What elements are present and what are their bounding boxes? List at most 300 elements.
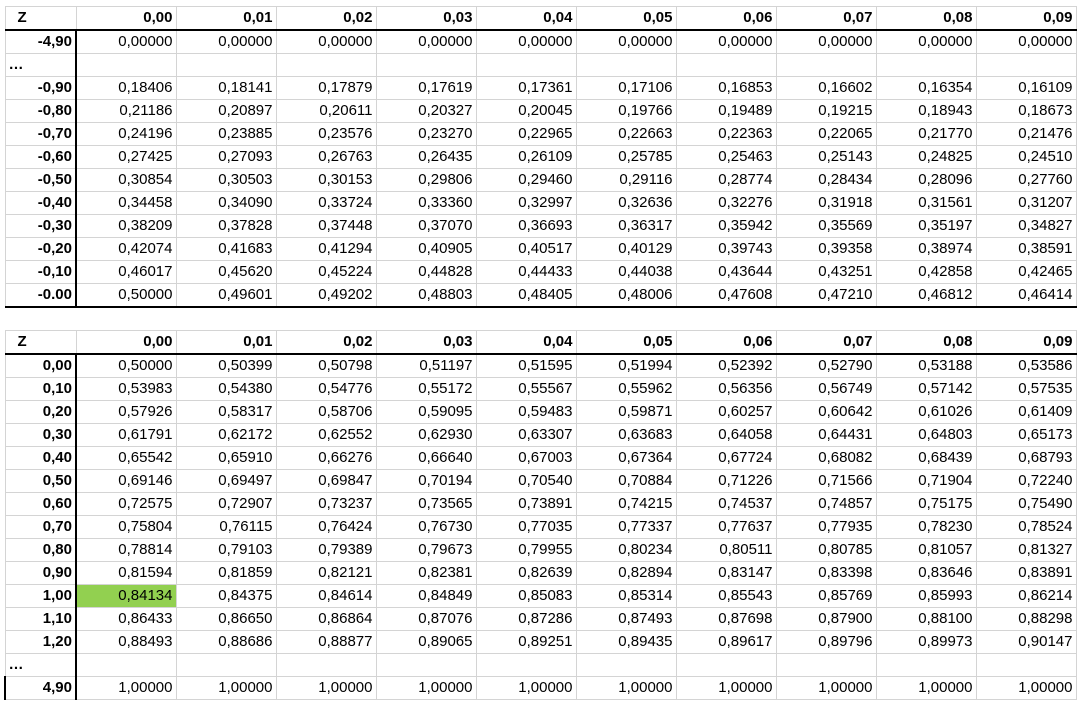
probability-cell[interactable]: 0,22065 bbox=[776, 123, 876, 146]
probability-cell[interactable]: 0,58317 bbox=[176, 401, 276, 424]
probability-cell[interactable]: 0,87076 bbox=[376, 608, 476, 631]
probability-cell[interactable]: 0,69497 bbox=[176, 470, 276, 493]
empty-cell[interactable] bbox=[376, 54, 476, 77]
probability-cell[interactable]: 0,33360 bbox=[376, 192, 476, 215]
probability-cell[interactable]: 0,42465 bbox=[976, 261, 1076, 284]
probability-cell[interactable]: 0,26763 bbox=[276, 146, 376, 169]
probability-cell[interactable]: 0,59483 bbox=[476, 401, 576, 424]
column-header-cell[interactable]: 0,06 bbox=[676, 7, 776, 31]
probability-cell[interactable]: 0,17879 bbox=[276, 77, 376, 100]
probability-cell[interactable]: 0,31918 bbox=[776, 192, 876, 215]
empty-cell[interactable] bbox=[76, 307, 176, 331]
empty-cell[interactable] bbox=[176, 54, 276, 77]
column-header-cell[interactable]: 0,03 bbox=[376, 7, 476, 31]
probability-cell[interactable]: 0,68793 bbox=[976, 447, 1076, 470]
column-header-cell[interactable]: 0,05 bbox=[576, 331, 676, 355]
probability-cell[interactable]: 0,29116 bbox=[576, 169, 676, 192]
probability-cell[interactable]: 0,66640 bbox=[376, 447, 476, 470]
probability-cell[interactable]: 0,35569 bbox=[776, 215, 876, 238]
probability-cell[interactable]: 0,72575 bbox=[76, 493, 176, 516]
probability-cell[interactable]: 0,59095 bbox=[376, 401, 476, 424]
probability-cell[interactable]: 0,28774 bbox=[676, 169, 776, 192]
probability-cell[interactable]: 0,22363 bbox=[676, 123, 776, 146]
empty-cell[interactable] bbox=[5, 307, 76, 331]
ellipsis-cell[interactable]: … bbox=[5, 654, 76, 677]
probability-cell[interactable]: 0,44038 bbox=[576, 261, 676, 284]
empty-cell[interactable] bbox=[676, 654, 776, 677]
probability-cell[interactable]: 0,49601 bbox=[176, 284, 276, 308]
probability-cell[interactable]: 0,87900 bbox=[776, 608, 876, 631]
column-header-cell[interactable]: 0,05 bbox=[576, 7, 676, 31]
probability-cell[interactable]: 0,30153 bbox=[276, 169, 376, 192]
probability-cell[interactable]: 0,50000 bbox=[76, 284, 176, 308]
probability-cell[interactable]: 0,77637 bbox=[676, 516, 776, 539]
column-header-cell[interactable]: 0,03 bbox=[376, 331, 476, 355]
probability-cell[interactable]: 0,24825 bbox=[876, 146, 976, 169]
probability-cell[interactable]: 0,86650 bbox=[176, 608, 276, 631]
probability-cell[interactable]: 0,48405 bbox=[476, 284, 576, 308]
probability-cell[interactable]: 0,21770 bbox=[876, 123, 976, 146]
empty-cell[interactable] bbox=[176, 307, 276, 331]
probability-cell[interactable]: 0,73891 bbox=[476, 493, 576, 516]
probability-cell[interactable]: 0,23885 bbox=[176, 123, 276, 146]
probability-cell[interactable]: 0,16602 bbox=[776, 77, 876, 100]
probability-cell[interactable]: 0,52392 bbox=[676, 354, 776, 378]
probability-cell[interactable]: 0,37070 bbox=[376, 215, 476, 238]
probability-cell[interactable]: 0,29806 bbox=[376, 169, 476, 192]
probability-cell[interactable]: 0,76730 bbox=[376, 516, 476, 539]
empty-cell[interactable] bbox=[976, 307, 1076, 331]
probability-cell[interactable]: 0,87493 bbox=[576, 608, 676, 631]
probability-cell[interactable]: 0,53188 bbox=[876, 354, 976, 378]
probability-cell[interactable]: 0,44828 bbox=[376, 261, 476, 284]
probability-cell[interactable]: 0,32997 bbox=[476, 192, 576, 215]
probability-cell[interactable]: 0,48006 bbox=[576, 284, 676, 308]
probability-cell[interactable]: 0,46017 bbox=[76, 261, 176, 284]
probability-cell[interactable]: 0,85769 bbox=[776, 585, 876, 608]
empty-cell[interactable] bbox=[276, 654, 376, 677]
probability-cell[interactable]: 0,76424 bbox=[276, 516, 376, 539]
probability-cell[interactable]: 0,85993 bbox=[876, 585, 976, 608]
probability-cell[interactable]: 0,88493 bbox=[76, 631, 176, 654]
probability-cell[interactable]: 0,77035 bbox=[476, 516, 576, 539]
highlighted-probability-cell[interactable]: 0,84134 bbox=[76, 585, 176, 608]
probability-cell[interactable]: 0,21476 bbox=[976, 123, 1076, 146]
probability-cell[interactable]: 0,89435 bbox=[576, 631, 676, 654]
column-header-cell[interactable]: 0,02 bbox=[276, 7, 376, 31]
probability-cell[interactable]: 0,89617 bbox=[676, 631, 776, 654]
probability-cell[interactable]: 0,89973 bbox=[876, 631, 976, 654]
probability-cell[interactable]: 0,65542 bbox=[76, 447, 176, 470]
probability-cell[interactable]: 0,19489 bbox=[676, 100, 776, 123]
probability-cell[interactable]: 0,53586 bbox=[976, 354, 1076, 378]
probability-cell[interactable]: 0,30854 bbox=[76, 169, 176, 192]
probability-cell[interactable]: 0,63307 bbox=[476, 424, 576, 447]
probability-cell[interactable]: 0,17361 bbox=[476, 77, 576, 100]
probability-cell[interactable]: 0,61026 bbox=[876, 401, 976, 424]
empty-cell[interactable] bbox=[776, 307, 876, 331]
empty-cell[interactable] bbox=[976, 54, 1076, 77]
probability-cell[interactable]: 0,75490 bbox=[976, 493, 1076, 516]
empty-cell[interactable] bbox=[776, 54, 876, 77]
probability-cell[interactable]: 0,57142 bbox=[876, 378, 976, 401]
probability-cell[interactable]: 0,77337 bbox=[576, 516, 676, 539]
probability-cell[interactable]: 0,81327 bbox=[976, 539, 1076, 562]
empty-cell[interactable] bbox=[376, 307, 476, 331]
empty-cell[interactable] bbox=[176, 654, 276, 677]
probability-cell[interactable]: 0,32276 bbox=[676, 192, 776, 215]
probability-cell[interactable]: 0,18141 bbox=[176, 77, 276, 100]
z-value-cell[interactable]: -4,90 bbox=[5, 30, 76, 54]
probability-cell[interactable]: 0,63683 bbox=[576, 424, 676, 447]
probability-cell[interactable]: 0,47608 bbox=[676, 284, 776, 308]
probability-cell[interactable]: 0,76115 bbox=[176, 516, 276, 539]
probability-cell[interactable]: 0,46414 bbox=[976, 284, 1076, 308]
probability-cell[interactable]: 0,86214 bbox=[976, 585, 1076, 608]
probability-cell[interactable]: 0,23270 bbox=[376, 123, 476, 146]
probability-cell[interactable]: 0,81859 bbox=[176, 562, 276, 585]
probability-cell[interactable]: 0,44433 bbox=[476, 261, 576, 284]
column-header-cell[interactable]: 0,09 bbox=[976, 7, 1076, 31]
probability-cell[interactable]: 0,78524 bbox=[976, 516, 1076, 539]
probability-cell[interactable]: 0,54776 bbox=[276, 378, 376, 401]
probability-cell[interactable]: 0,88686 bbox=[176, 631, 276, 654]
z-value-cell[interactable]: -0,90 bbox=[5, 77, 76, 100]
probability-cell[interactable]: 0,82639 bbox=[476, 562, 576, 585]
probability-cell[interactable]: 0,35942 bbox=[676, 215, 776, 238]
probability-cell[interactable]: 0,50798 bbox=[276, 354, 376, 378]
probability-cell[interactable]: 0,25785 bbox=[576, 146, 676, 169]
probability-cell[interactable]: 0,40517 bbox=[476, 238, 576, 261]
empty-cell[interactable] bbox=[476, 654, 576, 677]
probability-cell[interactable]: 0,59871 bbox=[576, 401, 676, 424]
probability-cell[interactable]: 0,57926 bbox=[76, 401, 176, 424]
column-header-cell[interactable]: 0,04 bbox=[476, 331, 576, 355]
z-value-cell[interactable]: 1,20 bbox=[5, 631, 76, 654]
z-value-cell[interactable]: -0,60 bbox=[5, 146, 76, 169]
probability-cell[interactable]: 0,89251 bbox=[476, 631, 576, 654]
probability-cell[interactable]: 0,81057 bbox=[876, 539, 976, 562]
probability-cell[interactable]: 0,80234 bbox=[576, 539, 676, 562]
probability-cell[interactable]: 0,79389 bbox=[276, 539, 376, 562]
empty-cell[interactable] bbox=[876, 654, 976, 677]
probability-cell[interactable]: 0,39358 bbox=[776, 238, 876, 261]
probability-cell[interactable]: 0,88100 bbox=[876, 608, 976, 631]
probability-cell[interactable]: 0,56749 bbox=[776, 378, 876, 401]
probability-cell[interactable]: 0,19215 bbox=[776, 100, 876, 123]
z-value-cell[interactable]: 0,70 bbox=[5, 516, 76, 539]
probability-cell[interactable]: 0,20611 bbox=[276, 100, 376, 123]
probability-cell[interactable]: 0,74537 bbox=[676, 493, 776, 516]
probability-cell[interactable]: 0,71904 bbox=[876, 470, 976, 493]
probability-cell[interactable]: 0,35197 bbox=[876, 215, 976, 238]
probability-cell[interactable]: 0,79955 bbox=[476, 539, 576, 562]
probability-cell[interactable]: 0,62172 bbox=[176, 424, 276, 447]
probability-cell[interactable]: 0,60257 bbox=[676, 401, 776, 424]
probability-cell[interactable]: 0,88877 bbox=[276, 631, 376, 654]
probability-cell[interactable]: 0,26109 bbox=[476, 146, 576, 169]
probability-cell[interactable]: 0,75175 bbox=[876, 493, 976, 516]
probability-cell[interactable]: 0,00000 bbox=[976, 30, 1076, 54]
z-header-cell[interactable]: Z bbox=[5, 331, 76, 355]
probability-cell[interactable]: 1,00000 bbox=[976, 677, 1076, 700]
column-header-cell[interactable]: 0,00 bbox=[76, 331, 176, 355]
probability-cell[interactable]: 0,75804 bbox=[76, 516, 176, 539]
z-value-cell[interactable]: -0,70 bbox=[5, 123, 76, 146]
probability-cell[interactable]: 0,25143 bbox=[776, 146, 876, 169]
empty-cell[interactable] bbox=[576, 307, 676, 331]
probability-cell[interactable]: 0,90147 bbox=[976, 631, 1076, 654]
column-header-cell[interactable]: 0,00 bbox=[76, 7, 176, 31]
probability-cell[interactable]: 1,00000 bbox=[76, 677, 176, 700]
probability-cell[interactable]: 0,83147 bbox=[676, 562, 776, 585]
probability-cell[interactable]: 0,68439 bbox=[876, 447, 976, 470]
probability-cell[interactable]: 0,19766 bbox=[576, 100, 676, 123]
z-value-cell[interactable]: 0,30 bbox=[5, 424, 76, 447]
probability-cell[interactable]: 0,81594 bbox=[76, 562, 176, 585]
z-value-cell[interactable]: 0,90 bbox=[5, 562, 76, 585]
z-value-cell[interactable]: 0,40 bbox=[5, 447, 76, 470]
column-header-cell[interactable]: 0,04 bbox=[476, 7, 576, 31]
probability-cell[interactable]: 0,18673 bbox=[976, 100, 1076, 123]
probability-cell[interactable]: 0,71566 bbox=[776, 470, 876, 493]
empty-cell[interactable] bbox=[876, 54, 976, 77]
probability-cell[interactable]: 0,58706 bbox=[276, 401, 376, 424]
empty-cell[interactable] bbox=[276, 54, 376, 77]
z-value-cell[interactable]: -0.00 bbox=[5, 284, 76, 308]
probability-cell[interactable]: 0,25463 bbox=[676, 146, 776, 169]
probability-cell[interactable]: 0,38209 bbox=[76, 215, 176, 238]
probability-cell[interactable]: 0,55172 bbox=[376, 378, 476, 401]
probability-cell[interactable]: 0,45224 bbox=[276, 261, 376, 284]
probability-cell[interactable]: 0,39743 bbox=[676, 238, 776, 261]
probability-cell[interactable]: 0,00000 bbox=[76, 30, 176, 54]
probability-cell[interactable]: 0,17106 bbox=[576, 77, 676, 100]
probability-cell[interactable]: 0,69847 bbox=[276, 470, 376, 493]
probability-cell[interactable]: 0,41683 bbox=[176, 238, 276, 261]
probability-cell[interactable]: 0,51595 bbox=[476, 354, 576, 378]
probability-cell[interactable]: 0,21186 bbox=[76, 100, 176, 123]
probability-cell[interactable]: 0,71226 bbox=[676, 470, 776, 493]
z-value-cell[interactable]: -0,40 bbox=[5, 192, 76, 215]
probability-cell[interactable]: 0,82381 bbox=[376, 562, 476, 585]
probability-cell[interactable]: 0,24510 bbox=[976, 146, 1076, 169]
probability-cell[interactable]: 0,51197 bbox=[376, 354, 476, 378]
z-header-cell[interactable]: Z bbox=[5, 7, 76, 31]
probability-cell[interactable]: 0,38974 bbox=[876, 238, 976, 261]
z-value-cell[interactable]: 0,50 bbox=[5, 470, 76, 493]
probability-cell[interactable]: 0,52790 bbox=[776, 354, 876, 378]
probability-cell[interactable]: 0,70540 bbox=[476, 470, 576, 493]
probability-cell[interactable]: 0,62552 bbox=[276, 424, 376, 447]
probability-cell[interactable]: 0,74857 bbox=[776, 493, 876, 516]
probability-cell[interactable]: 0,27760 bbox=[976, 169, 1076, 192]
probability-cell[interactable]: 0,84375 bbox=[176, 585, 276, 608]
probability-cell[interactable]: 1,00000 bbox=[476, 677, 576, 700]
probability-cell[interactable]: 0,00000 bbox=[676, 30, 776, 54]
empty-cell[interactable] bbox=[776, 654, 876, 677]
probability-cell[interactable]: 0,74215 bbox=[576, 493, 676, 516]
probability-cell[interactable]: 0,26435 bbox=[376, 146, 476, 169]
probability-cell[interactable]: 0,62930 bbox=[376, 424, 476, 447]
probability-cell[interactable]: 0,83646 bbox=[876, 562, 976, 585]
probability-cell[interactable]: 0,34827 bbox=[976, 215, 1076, 238]
probability-cell[interactable]: 0,80785 bbox=[776, 539, 876, 562]
probability-cell[interactable]: 0,84849 bbox=[376, 585, 476, 608]
probability-cell[interactable]: 1,00000 bbox=[176, 677, 276, 700]
probability-cell[interactable]: 0,60642 bbox=[776, 401, 876, 424]
column-header-cell[interactable]: 0,08 bbox=[876, 7, 976, 31]
probability-cell[interactable]: 0,43644 bbox=[676, 261, 776, 284]
probability-cell[interactable]: 0,40129 bbox=[576, 238, 676, 261]
probability-cell[interactable]: 0,36693 bbox=[476, 215, 576, 238]
probability-cell[interactable]: 0,86864 bbox=[276, 608, 376, 631]
probability-cell[interactable]: 0,85083 bbox=[476, 585, 576, 608]
z-value-cell[interactable]: 1,10 bbox=[5, 608, 76, 631]
probability-cell[interactable]: 0,57535 bbox=[976, 378, 1076, 401]
empty-cell[interactable] bbox=[976, 654, 1076, 677]
empty-cell[interactable] bbox=[376, 654, 476, 677]
probability-cell[interactable]: 0,83891 bbox=[976, 562, 1076, 585]
probability-cell[interactable]: 0,83398 bbox=[776, 562, 876, 585]
probability-cell[interactable]: 0,40905 bbox=[376, 238, 476, 261]
probability-cell[interactable]: 0,50000 bbox=[76, 354, 176, 378]
probability-cell[interactable]: 0,89796 bbox=[776, 631, 876, 654]
empty-cell[interactable] bbox=[676, 54, 776, 77]
probability-cell[interactable]: 0,85543 bbox=[676, 585, 776, 608]
empty-cell[interactable] bbox=[76, 54, 176, 77]
probability-cell[interactable]: 0,18943 bbox=[876, 100, 976, 123]
probability-cell[interactable]: 0,85314 bbox=[576, 585, 676, 608]
probability-cell[interactable]: 0,47210 bbox=[776, 284, 876, 308]
probability-cell[interactable]: 0,17619 bbox=[376, 77, 476, 100]
probability-cell[interactable]: 0,80511 bbox=[676, 539, 776, 562]
column-header-cell[interactable]: 0,01 bbox=[176, 331, 276, 355]
probability-cell[interactable]: 0,54380 bbox=[176, 378, 276, 401]
probability-cell[interactable]: 0,16354 bbox=[876, 77, 976, 100]
probability-cell[interactable]: 0,69146 bbox=[76, 470, 176, 493]
probability-cell[interactable]: 0,31561 bbox=[876, 192, 976, 215]
probability-cell[interactable]: 0,45620 bbox=[176, 261, 276, 284]
probability-cell[interactable]: 0,87698 bbox=[676, 608, 776, 631]
probability-cell[interactable]: 0,78230 bbox=[876, 516, 976, 539]
probability-cell[interactable]: 0,20897 bbox=[176, 100, 276, 123]
probability-cell[interactable]: 0,82121 bbox=[276, 562, 376, 585]
probability-cell[interactable]: 0,00000 bbox=[376, 30, 476, 54]
probability-cell[interactable]: 0,37448 bbox=[276, 215, 376, 238]
z-value-cell[interactable]: -0,80 bbox=[5, 100, 76, 123]
probability-cell[interactable]: 0,18406 bbox=[76, 77, 176, 100]
probability-cell[interactable]: 0,32636 bbox=[576, 192, 676, 215]
column-header-cell[interactable]: 0,07 bbox=[776, 331, 876, 355]
probability-cell[interactable]: 0,43251 bbox=[776, 261, 876, 284]
probability-cell[interactable]: 0,82894 bbox=[576, 562, 676, 585]
empty-cell[interactable] bbox=[76, 654, 176, 677]
probability-cell[interactable]: 0,22965 bbox=[476, 123, 576, 146]
probability-cell[interactable]: 1,00000 bbox=[576, 677, 676, 700]
probability-cell[interactable]: 0,67724 bbox=[676, 447, 776, 470]
probability-cell[interactable]: 0,23576 bbox=[276, 123, 376, 146]
z-value-cell[interactable]: -0,30 bbox=[5, 215, 76, 238]
probability-cell[interactable]: 0,67003 bbox=[476, 447, 576, 470]
probability-cell[interactable]: 0,88298 bbox=[976, 608, 1076, 631]
z-value-cell[interactable]: 1,00 bbox=[5, 585, 76, 608]
probability-cell[interactable]: 0,00000 bbox=[576, 30, 676, 54]
probability-cell[interactable]: 0,24196 bbox=[76, 123, 176, 146]
probability-cell[interactable]: 0,73237 bbox=[276, 493, 376, 516]
z-value-cell[interactable]: 0,80 bbox=[5, 539, 76, 562]
probability-cell[interactable]: 0,61409 bbox=[976, 401, 1076, 424]
probability-cell[interactable]: 0,79103 bbox=[176, 539, 276, 562]
probability-cell[interactable]: 0,33724 bbox=[276, 192, 376, 215]
probability-cell[interactable]: 1,00000 bbox=[276, 677, 376, 700]
probability-cell[interactable]: 0,28434 bbox=[776, 169, 876, 192]
probability-cell[interactable]: 0,42074 bbox=[76, 238, 176, 261]
empty-cell[interactable] bbox=[576, 54, 676, 77]
empty-cell[interactable] bbox=[576, 654, 676, 677]
empty-cell[interactable] bbox=[276, 307, 376, 331]
probability-cell[interactable]: 0,67364 bbox=[576, 447, 676, 470]
probability-cell[interactable]: 0,64058 bbox=[676, 424, 776, 447]
probability-cell[interactable]: 0,48803 bbox=[376, 284, 476, 308]
probability-cell[interactable]: 1,00000 bbox=[876, 677, 976, 700]
probability-cell[interactable]: 0,51994 bbox=[576, 354, 676, 378]
column-header-cell[interactable]: 0,01 bbox=[176, 7, 276, 31]
probability-cell[interactable]: 0,53983 bbox=[76, 378, 176, 401]
probability-cell[interactable]: 0,64803 bbox=[876, 424, 976, 447]
probability-cell[interactable]: 0,20045 bbox=[476, 100, 576, 123]
column-header-cell[interactable]: 0,07 bbox=[776, 7, 876, 31]
probability-cell[interactable]: 0,00000 bbox=[876, 30, 976, 54]
probability-cell[interactable]: 1,00000 bbox=[776, 677, 876, 700]
z-value-cell[interactable]: -0,10 bbox=[5, 261, 76, 284]
probability-cell[interactable]: 0,27093 bbox=[176, 146, 276, 169]
probability-cell[interactable]: 0,65910 bbox=[176, 447, 276, 470]
probability-cell[interactable]: 0,55567 bbox=[476, 378, 576, 401]
probability-cell[interactable]: 0,42858 bbox=[876, 261, 976, 284]
probability-cell[interactable]: 0,28096 bbox=[876, 169, 976, 192]
probability-cell[interactable]: 0,73565 bbox=[376, 493, 476, 516]
probability-cell[interactable]: 0,70884 bbox=[576, 470, 676, 493]
probability-cell[interactable]: 0,49202 bbox=[276, 284, 376, 308]
column-header-cell[interactable]: 0,02 bbox=[276, 331, 376, 355]
probability-cell[interactable]: 0,68082 bbox=[776, 447, 876, 470]
z-value-cell[interactable]: -0,20 bbox=[5, 238, 76, 261]
probability-cell[interactable]: 0,56356 bbox=[676, 378, 776, 401]
probability-cell[interactable]: 1,00000 bbox=[676, 677, 776, 700]
probability-cell[interactable]: 0,84614 bbox=[276, 585, 376, 608]
empty-cell[interactable] bbox=[476, 54, 576, 77]
probability-cell[interactable]: 0,22663 bbox=[576, 123, 676, 146]
probability-cell[interactable]: 0,34090 bbox=[176, 192, 276, 215]
probability-cell[interactable]: 0,29460 bbox=[476, 169, 576, 192]
empty-cell[interactable] bbox=[476, 307, 576, 331]
probability-cell[interactable]: 0,64431 bbox=[776, 424, 876, 447]
probability-cell[interactable]: 0,87286 bbox=[476, 608, 576, 631]
z-value-cell[interactable]: 0,60 bbox=[5, 493, 76, 516]
probability-cell[interactable]: 0,16853 bbox=[676, 77, 776, 100]
probability-cell[interactable]: 0,41294 bbox=[276, 238, 376, 261]
probability-cell[interactable]: 0,00000 bbox=[476, 30, 576, 54]
probability-cell[interactable]: 0,50399 bbox=[176, 354, 276, 378]
column-header-cell[interactable]: 0,06 bbox=[676, 331, 776, 355]
probability-cell[interactable]: 0,31207 bbox=[976, 192, 1076, 215]
probability-cell[interactable]: 0,78814 bbox=[76, 539, 176, 562]
probability-cell[interactable]: 1,00000 bbox=[376, 677, 476, 700]
z-value-cell[interactable]: 0,00 bbox=[5, 354, 76, 378]
probability-cell[interactable]: 0,36317 bbox=[576, 215, 676, 238]
probability-cell[interactable]: 0,20327 bbox=[376, 100, 476, 123]
